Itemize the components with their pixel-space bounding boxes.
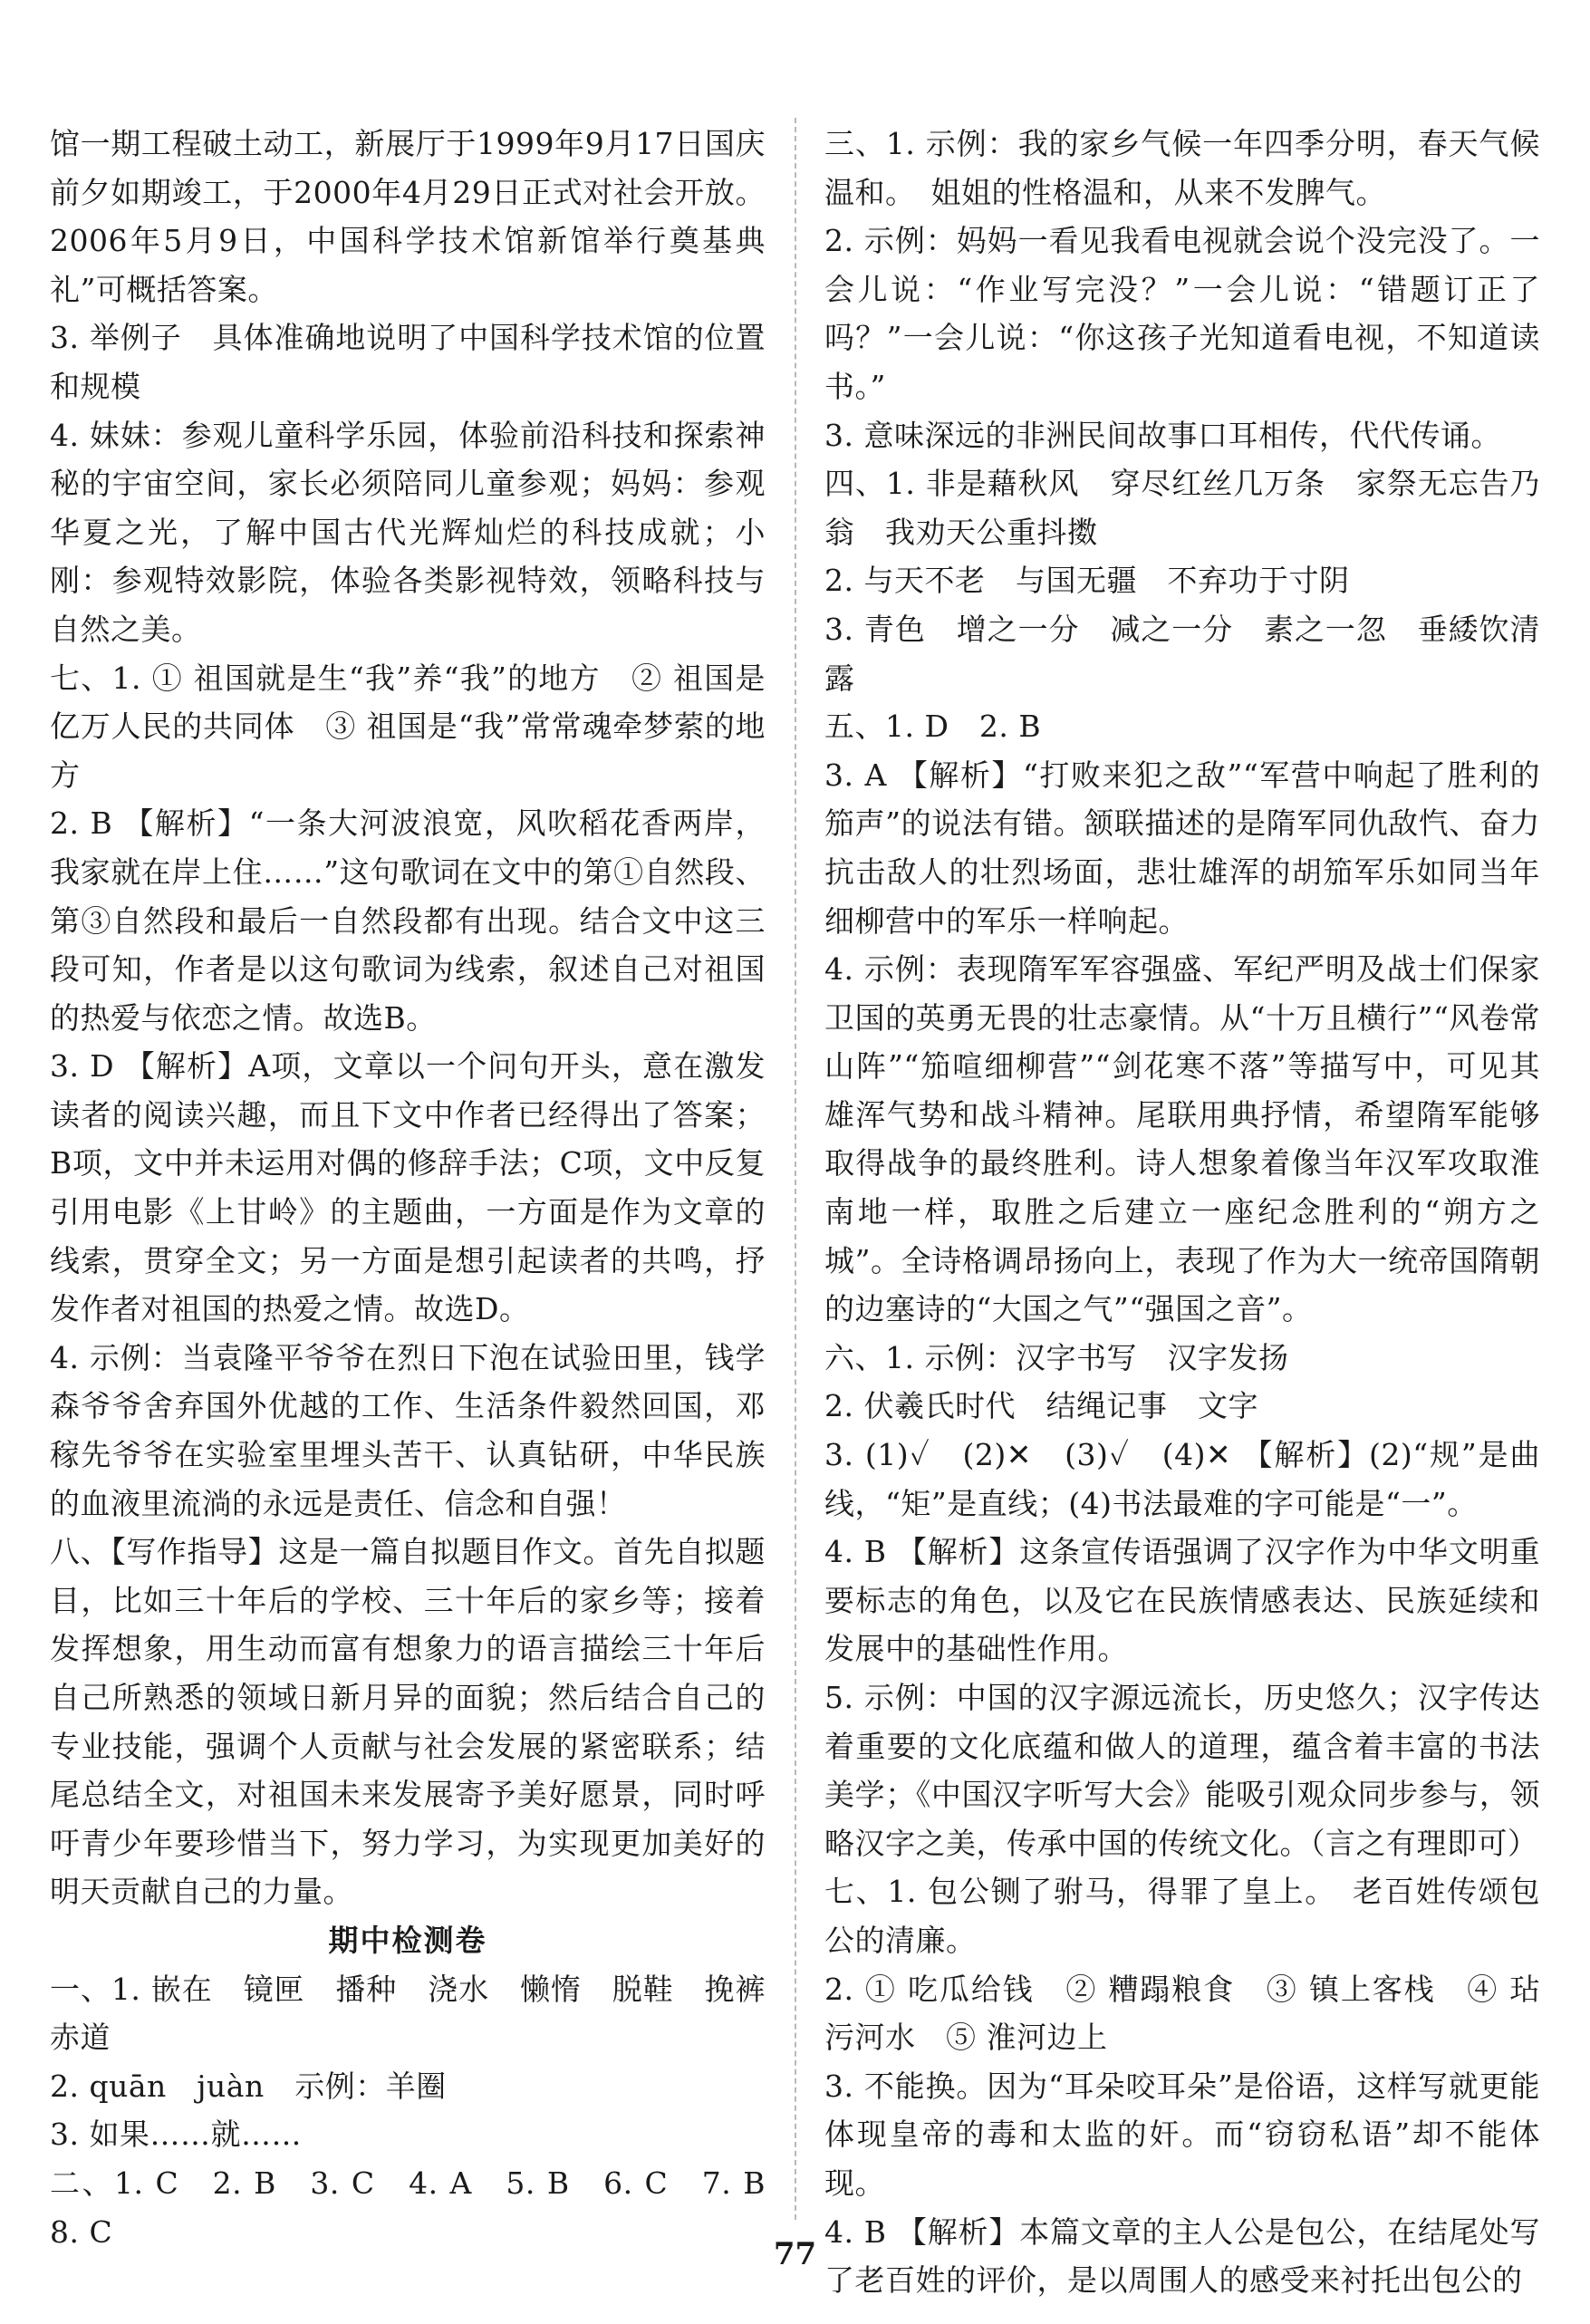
answer-paragraph: 3. 举例子 具体准确地说明了中国科学技术馆的位置和规模: [50, 320, 766, 404]
answer-paragraph: 一、1. 嵌在 镜匣 播种 浇水 懒惰 脱鞋 挽裤 赤道: [50, 1971, 796, 2056]
page-number: 77: [773, 2236, 817, 2272]
answer-paragraph: 3. D 【解析】A项，文章以一个问句开头，意在激发读者的阅读兴趣，而且下文中作者已经得出了答案；B项，文中并未运用对偶的修辞手法；C项，文中反复引用电影《上甘岭》的主题曲，一方面是作为文章的线索，贯穿全文；另一方面是想引起读者的共鸣，抒发作者对祖国的热爱之情。故选D。: [50, 1048, 766, 1327]
answer-paragraph: 4. 妹妹：参观儿童科学乐园，体验前沿科技和探索神秘的宇宙空间，家长必须陪同儿童参观；妈妈：参观华夏之光，了解中国古代光辉灿烂的科技成就；小刚：参观特效影院，体验各类影视特效，领略科技与自然之美。: [50, 417, 766, 647]
answer-paragraph: 馆一期工程破土动工，新展厅于1999年9月17日国庆前夕如期竣工，于2000年4月29日正式对社会开放。2006年5月9日，中国科学技术馆新馆举行奠基典礼”可概括答案。: [50, 126, 766, 307]
answer-paragraph: 3. 不能换。因为“耳朵咬耳朵”是俗语，这样写就更能体现皇帝的毒和太监的奸。而“窃窃私语”却不能体现。: [824, 2068, 1540, 2201]
answer-paragraph: 2. quān juàn 示例：羊圈: [50, 2068, 447, 2104]
column-divider: [795, 118, 796, 2220]
answer-paragraph: 3. 意味深远的非洲民间故事口耳相传，代代传诵。: [824, 417, 1501, 453]
right-column: [824, 120, 1540, 2305]
answer-paragraph: 3. 如果……就……: [50, 2117, 302, 2153]
answer-paragraph: 五、1. D 2. B: [824, 709, 1042, 745]
answer-paragraph: 八、【写作指导】这是一篇自拟题目作文。首先自拟题目，比如三十年后的学校、三十年后的家乡等；接着发挥想象，用生动而富有想象力的语言描绘三十年后自己所熟悉的领域日新月异的面貌；然后结合自己的专业技能，强调个人贡献与社会发展的紧密联系；结尾总结全文，对祖国未来发展寄予美好愿景，同时呼吁青少年要珍惜当下，努力学习，为实现更加美好的明天贡献自己的力量。: [50, 1534, 766, 1910]
answer-paragraph: 5. 示例：中国的汉字源远流长，历史悠久；汉字传达着重要的文化底蕴和做人的道理，蕴含着丰富的书法美学；《中国汉字听写大会》能吸引观众同步参与，领略汉字之美，传承中国的传统文化。（言之有理即可）: [824, 1680, 1540, 1861]
answer-paragraph: 二、1. C 2. B 3. C 4. A 5. B 6. C 7. B 8. C: [50, 2165, 796, 2250]
section-title-midterm: 期中检测卷: [328, 1922, 487, 1958]
answer-paragraph: 四、1. 非是藉秋风 穿尽红丝几万条 家祭无忘告乃翁 我劝天公重抖擞: [824, 466, 1540, 550]
answer-paragraph: 六、1. 示例：汉字书写 汉字发扬: [824, 1339, 1289, 1375]
answer-paragraph: 3. (1)✓ (2)✕ (3)✓ (4)✕ 【解析】(2)“规”是曲线，“矩”是直线；(4)书法最难的字可能是“一”。: [824, 1437, 1540, 1521]
answer-paragraph: 七、1. 包公铡了驸马，得罪了皇上。 老百姓传颂包公的清廉。: [824, 1874, 1540, 1958]
answer-paragraph: 3. A 【解析】“打败来犯之敌”“军营中响起了胜利的笳声”的说法有错。颔联描述的是隋军同仇敌忾、奋力抗击敌人的壮烈场面，悲壮雄浑的胡笳军乐如同当年细柳营中的军乐一样响起。: [824, 757, 1540, 939]
answer-paragraph: 2. B 【解析】“一条大河波浪宽，风吹稻花香两岸，我家就在岸上住……”这句歌词在文中的第①自然段、第③自然段和最后一自然段都有出现。结合文中这三段可知，作者是以这句歌词为线索，叙述自己对祖国的热爱与依恋之情。故选B。: [50, 805, 766, 1036]
left-column: [50, 120, 796, 2256]
answer-paragraph: 七、1. ① 祖国就是生“我”养“我”的地方 ② 祖国是亿万人民的共同体 ③ 祖国是“我”常常魂牵梦萦的地方: [50, 660, 766, 793]
answer-paragraph: 2. 示例：妈妈一看见我看电视就会说个没完没了。一会儿说：“作业写完没？”一会儿说：“错题订正了吗？”一会儿说：“你这孩子光知道看电视，不知道读书。”: [824, 223, 1540, 404]
answer-paragraph: 4. 示例：表现隋军军容强盛、军纪严明及战士们保家卫国的英勇无畏的壮志豪情。从“十万且横行”“风卷常山阵”“笳喧细柳营”“剑花寒不落”等描写中，可见其雄浑气势和战斗精神。尾联用典抒情，希望隋军能够取得战争的最终胜利。诗人想象着像当年汉军攻取淮南地一样，取胜之后建立一座纪念胜利的“朔方之城”。全诗格调昂扬向上，表现了作为大一统帝国隋朝的边塞诗的“大国之气”“强国之音”。: [824, 951, 1540, 1327]
answer-paragraph: 3. 青色 增之一分 减之一分 素之一忽 垂緌饮清露: [824, 611, 1540, 696]
answer-paragraph: 4. B 【解析】本篇文章的主人公是包公，在结尾处写了老百姓的评价，是以周围人的感受来衬托出包公的: [824, 2213, 1540, 2299]
answer-paragraph: 三、1. 示例：我的家乡气候一年四季分明，春天气候温和。 姐姐的性格温和，从来不发脾气。: [824, 126, 1540, 210]
answer-paragraph: 4. 示例：当袁隆平爷爷在烈日下泡在试验田里，钱学森爷爷舍弃国外优越的工作、生活条件毅然回国，邓稼先爷爷在实验室里埋头苦干、认真钻研，中华民族的血液里流淌的永远是责任、信念和自强！: [50, 1339, 766, 1521]
answer-paragraph: 2. ① 吃瓜给钱 ② 糟蹋粮食 ③ 镇上客栈 ④ 玷污河水 ⑤ 淮河边上: [824, 1971, 1540, 2056]
answer-paragraph: 4. B 【解析】这条宣传语强调了汉字作为中华文明重要标志的角色，以及它在民族情感表达、民族延续和发展中的基础性作用。: [824, 1534, 1540, 1667]
answer-paragraph: 2. 与天不老 与国无疆 不弃功于寸阴: [824, 563, 1350, 599]
answer-paragraph: 2. 伏羲氏时代 结绳记事 文字: [824, 1388, 1258, 1424]
